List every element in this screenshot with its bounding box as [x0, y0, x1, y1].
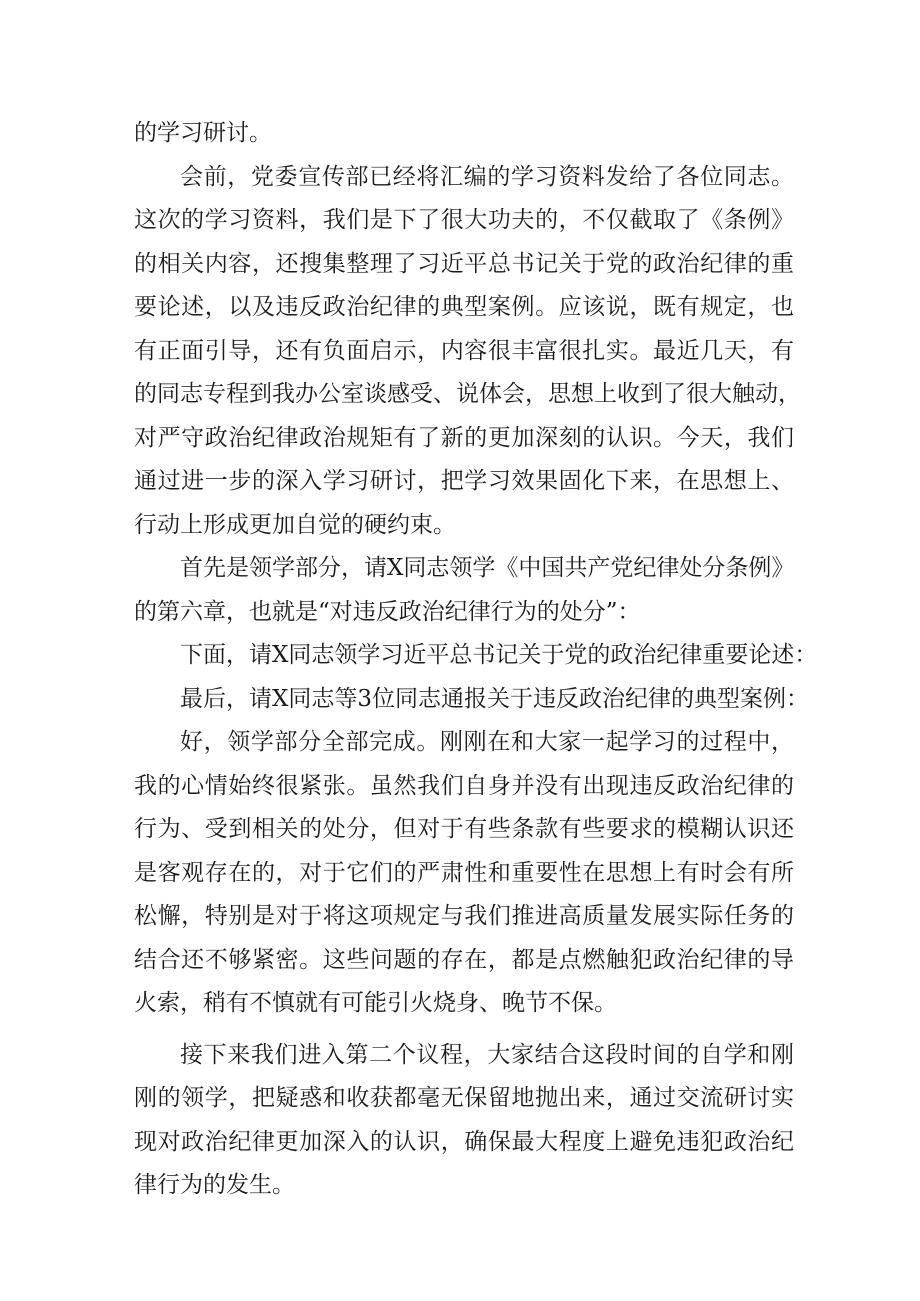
- paragraph-line: 行为、受到相关的处分，但对于有些条款有些要求的模糊认识还: [134, 816, 794, 842]
- paragraph-line: 对严守政治纪律政治规矩有了新的更加深刻的认识。今天，我们: [134, 424, 794, 451]
- paragraph-line: 的学习研讨。: [134, 120, 272, 146]
- paragraph-line: 我的心情始终很紧张。虽然我们自身并没有出现违反政治纪律的: [134, 772, 794, 799]
- paragraph-line: 的相关内容，还搜集整理了习近平总书记关于党的政治纪律的重: [134, 250, 794, 277]
- paragraph-line: 结合还不够紧密。这些问题的存在，都是点燃触犯政治纪律的导: [134, 946, 794, 973]
- document-body: [134, 112, 818, 1208]
- paragraph-line: 会前，党委宣传部已经将汇编的学习资料发给了各位同志。: [180, 163, 794, 190]
- paragraph-line: 刚的领学，把疑惑和收获都毫无保留地抛出来，通过交流研讨实: [134, 1085, 794, 1111]
- paragraph-line: 下面，请X同志领学习近平总书记关于党的政治纪律重要论述：: [180, 642, 818, 668]
- paragraph-line: 行动上形成更加自觉的硬约束。: [134, 511, 456, 538]
- paragraph-line: 的第六章，也就是“对违反政治纪律行为的处分”：: [134, 598, 641, 625]
- paragraph-line: 最后，请X同志等3位同志通报关于违反政治纪律的典型案例：: [180, 685, 810, 712]
- paragraph-line: 的同志专程到我办公室谈感受、说体会，思想上收到了很大触动，: [134, 381, 801, 407]
- paragraph-line: 要论述，以及违反政治纪律的典型案例。应该说，既有规定，也: [134, 294, 794, 320]
- paragraph-line: 通过进一步的深入学习研讨，把学习效果固化下来，在思想上、: [134, 468, 794, 494]
- paragraph-line: 有正面引导，还有负面启示，内容很丰富很扎实。最近几天，有: [134, 337, 794, 364]
- paragraph-gap: [134, 1026, 794, 1034]
- paragraph-line: 现对政治纪律更加深入的认识，确保最大程度上避免违犯政治纪: [134, 1128, 794, 1155]
- paragraph-line: 火索，稍有不慎就有可能引火烧身、晚节不保。: [134, 990, 617, 1016]
- paragraph-line: 好，领学部分全部完成。刚刚在和大家一起学习的过程中，: [180, 729, 794, 755]
- paragraph-line: 松懈，特别是对于将这项规定与我们推进高质量发展实际任务的: [134, 903, 794, 929]
- paragraph-line: 这次的学习资料，我们是下了很大功夫的，不仅截取了《条例》: [134, 207, 794, 233]
- paragraph-line: 律行为的发生。: [134, 1172, 295, 1198]
- paragraph-line: 首先是领学部分，请X同志领学《中国共产党纪律处分条例》: [180, 555, 795, 581]
- paragraph-line: 接下来我们进入第二个议程，大家结合这段时间的自学和刚: [180, 1041, 794, 1068]
- paragraph-line: 是客观存在的，对于它们的严肃性和重要性在思想上有时会有所: [134, 859, 794, 886]
